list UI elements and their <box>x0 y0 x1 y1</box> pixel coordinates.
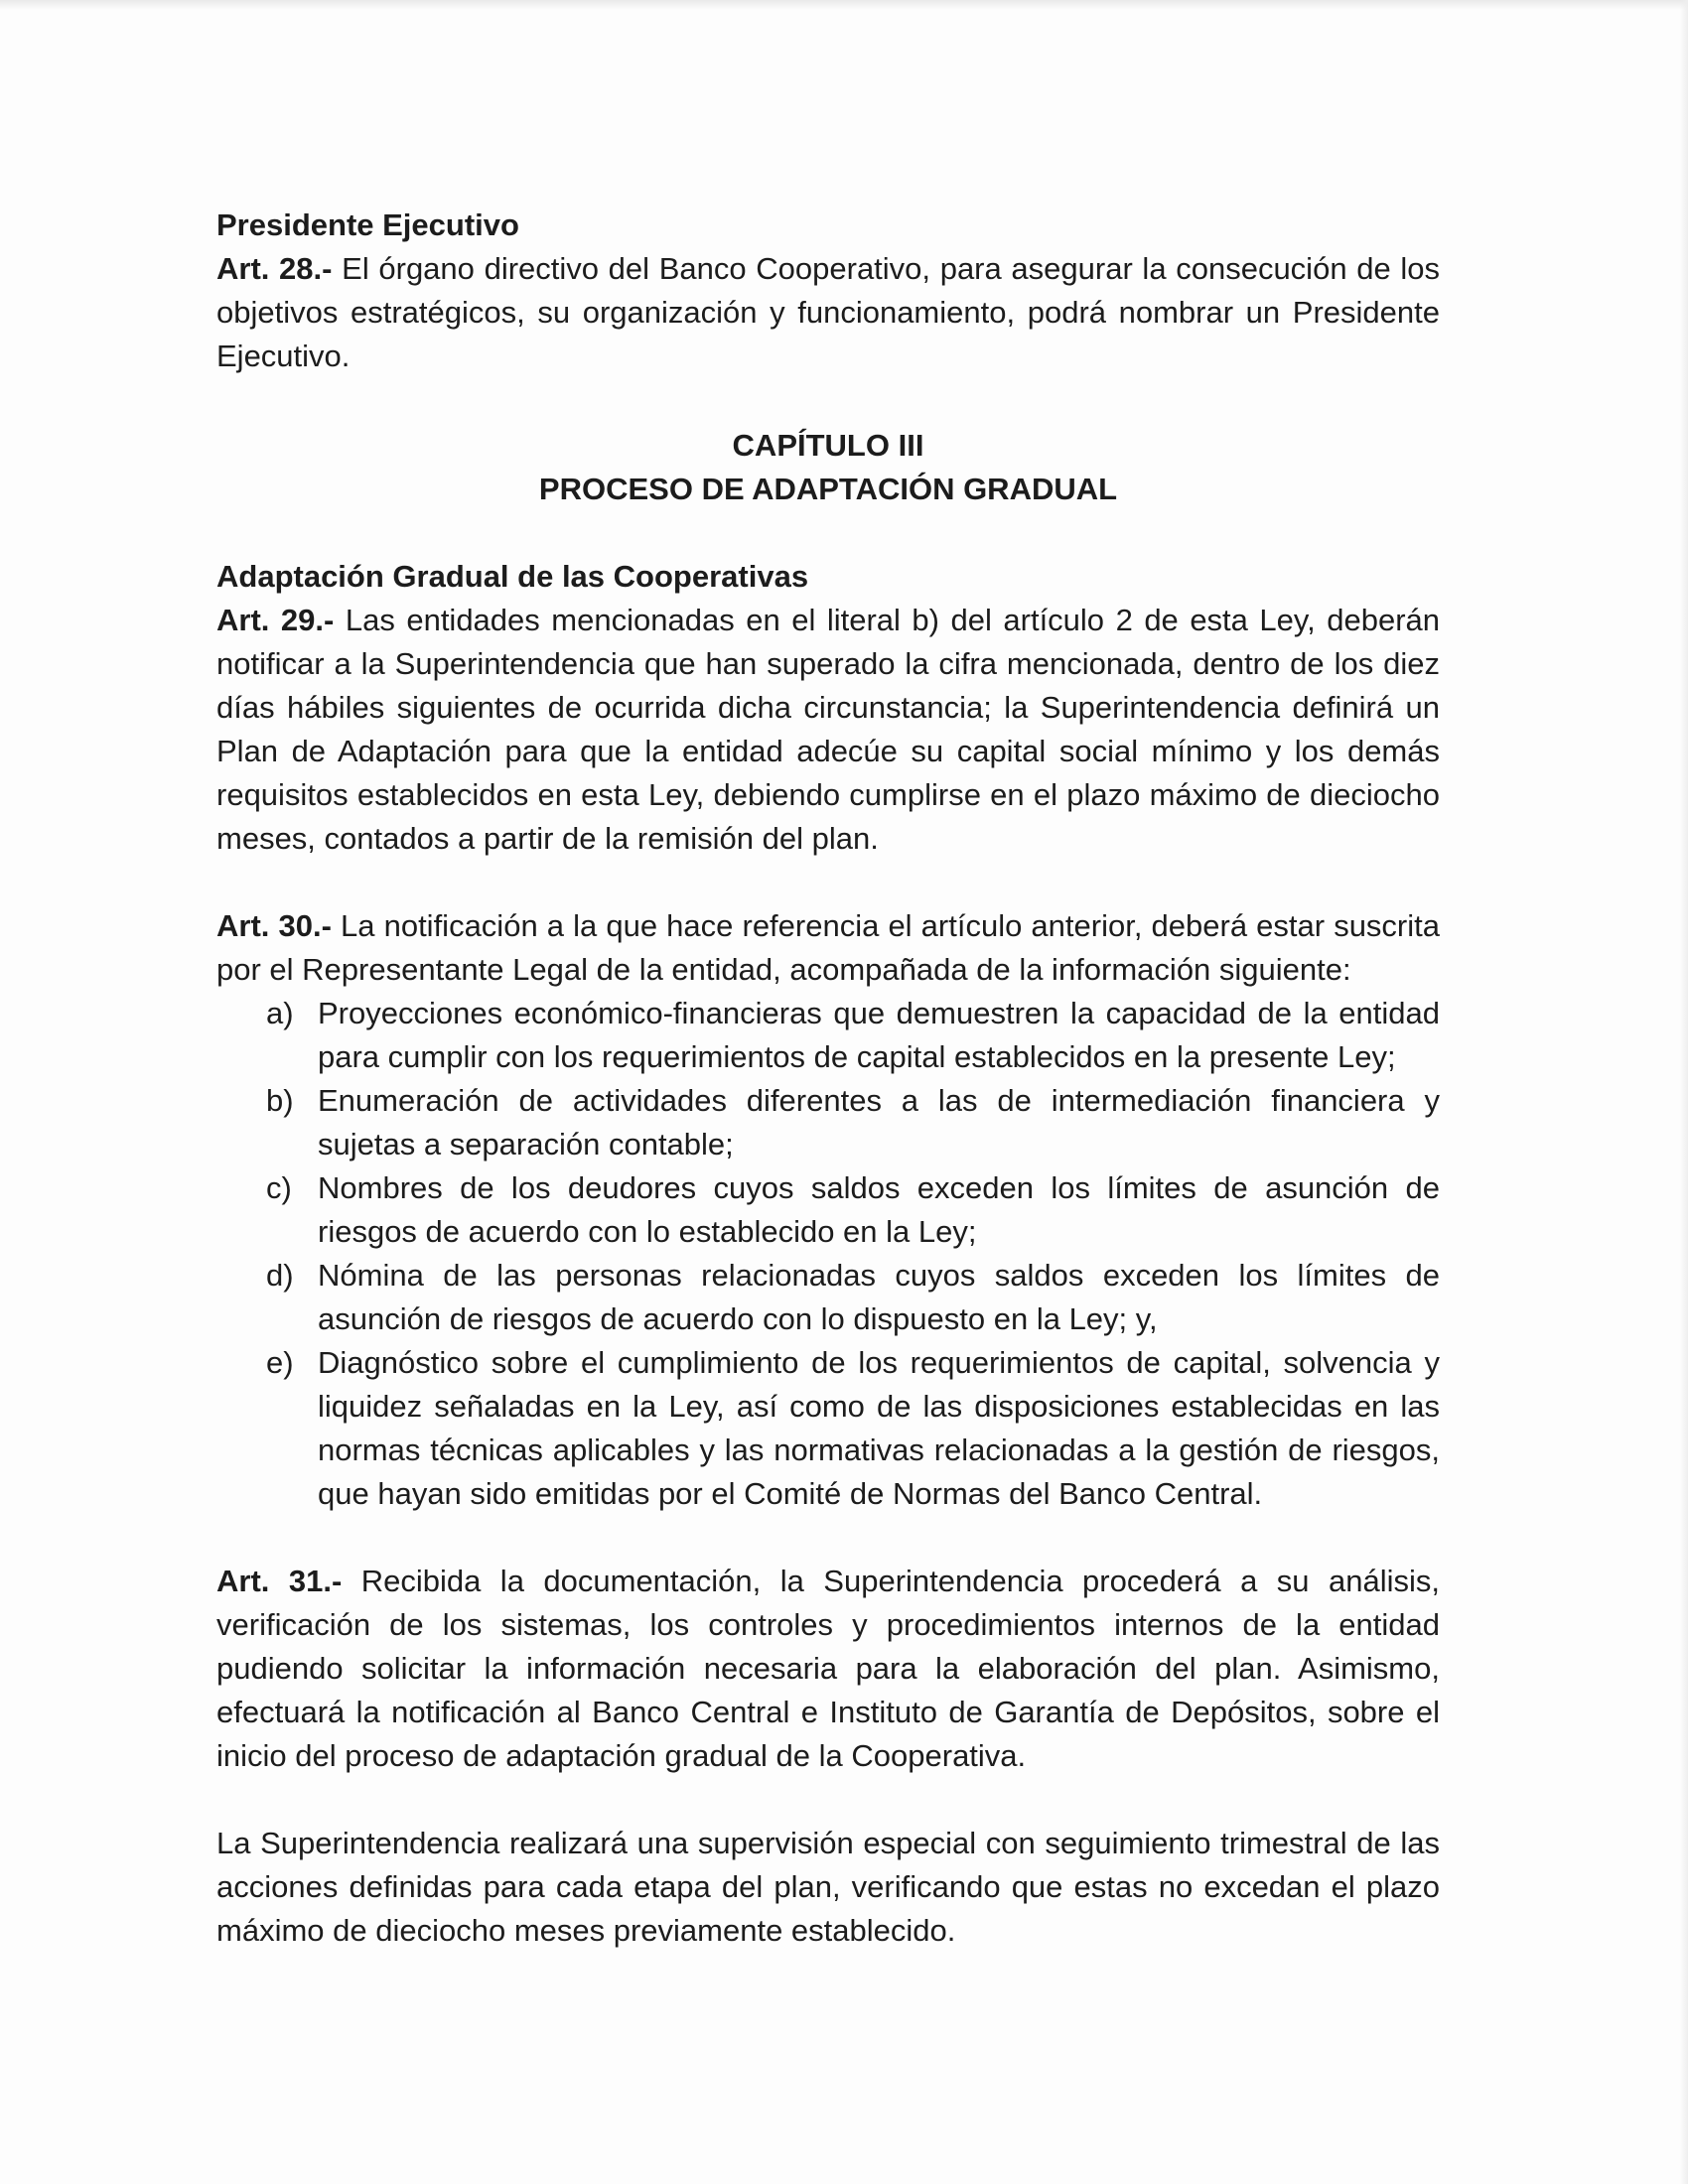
list-marker: b) <box>266 1083 294 1118</box>
list-item-text: Diagnóstico sobre el cumplimiento de los requerimientos de capital, solvencia y liquidez señaladas en la Ley, así como de las disposiciones establecidas en las normas técnicas aplicables y las normativas relacionadas a la gestión de riesgos, que hayan sido emitidas por el Comité de Normas del Banco Central. <box>318 1345 1440 1511</box>
list-item-text: Nombres de los deudores cuyos saldos exceden los límites de asunción de riesgos de acuerdo con lo establecido en la Ley; <box>318 1170 1440 1249</box>
list-item <box>266 1341 1440 1516</box>
list-marker: a) <box>266 996 294 1030</box>
scan-top-edge <box>0 0 1688 10</box>
article-30-list <box>216 992 1440 1516</box>
article-28 <box>216 247 1440 378</box>
heading-presidente-ejecutivo: Presidente Ejecutivo <box>216 207 519 242</box>
article-31-text: Recibida la documentación, la Superintendencia procederá a su análisis, verificación de los sistemas, los controles y procedimientos internos de la entidad pudiendo solicitar la información necesaria para la elaboración del plan. Asimismo, efectuará la notificación al Banco Central e Instituto de Garantía de Depósitos, sobre el inicio del proceso de adaptación gradual de la Cooperativa. <box>216 1564 1440 1773</box>
article-30-label: Art. 30.- <box>216 908 332 943</box>
list-marker: e) <box>266 1345 294 1380</box>
article-29 <box>216 599 1440 861</box>
chapter-title: PROCESO DE ADAPTACIÓN GRADUAL <box>538 472 1118 506</box>
list-item <box>266 1166 1440 1254</box>
list-item <box>266 992 1440 1079</box>
list-item <box>266 1254 1440 1341</box>
article-30-text: La notificación a la que hace referencia el artículo anterior, deberá estar suscrita por el Representante Legal de la entidad, acompañada de la información siguiente: <box>216 908 1440 987</box>
chapter-number: CAPÍTULO III <box>732 428 924 463</box>
article-31-label: Art. 31.- <box>216 1564 343 1598</box>
list-item-text: Proyecciones económico-financieras que demuestren la capacidad de la entidad para cumplir con los requerimientos de capital establecidos en la presente Ley; <box>318 996 1440 1074</box>
article-30 <box>216 904 1440 992</box>
article-31 <box>216 1560 1440 1778</box>
article-28-label: Art. 28.- <box>216 251 333 286</box>
list-marker: c) <box>266 1170 292 1205</box>
heading-adaptacion-gradual: Adaptación Gradual de las Cooperativas <box>216 559 809 594</box>
list-item-text: Enumeración de actividades diferentes a las de intermediación financiera y sujetas a separación contable; <box>318 1083 1440 1161</box>
article-31-paragraph-2: La Superintendencia realizará una supervisión especial con seguimiento trimestral de las acciones definidas para cada etapa del plan, verificando que estas no excedan el plazo máximo de dieciocho meses previamente establecido. <box>216 1826 1440 1948</box>
list-item-text: Nómina de las personas relacionadas cuyos saldos exceden los límites de asunción de riesgos de acuerdo con lo dispuesto en la Ley; y, <box>318 1258 1440 1336</box>
scan-right-edge <box>1680 0 1688 2184</box>
article-29-text: Las entidades mencionadas en el literal b) del artículo 2 de esta Ley, deberán notificar a la Superintendencia que han superado la cifra mencionada, dentro de los diez días hábiles siguientes de ocurrida dicha circunstancia; la Superintendencia definirá un Plan de Adaptación para que la entidad adecúe su capital social mínimo y los demás requisitos establecidos en esta Ley, debiendo cumplirse en el plazo máximo de dieciocho meses, contados a partir de la remisión del plan. <box>216 603 1440 856</box>
article-29-label: Art. 29.- <box>216 603 335 637</box>
list-marker: d) <box>266 1258 294 1293</box>
list-item <box>266 1079 1440 1166</box>
article-28-text: El órgano directivo del Banco Cooperativo, para asegurar la consecución de los objetivos estratégicos, su organización y funcionamiento, podrá nombrar un Presidente Ejecutivo. <box>216 251 1440 373</box>
